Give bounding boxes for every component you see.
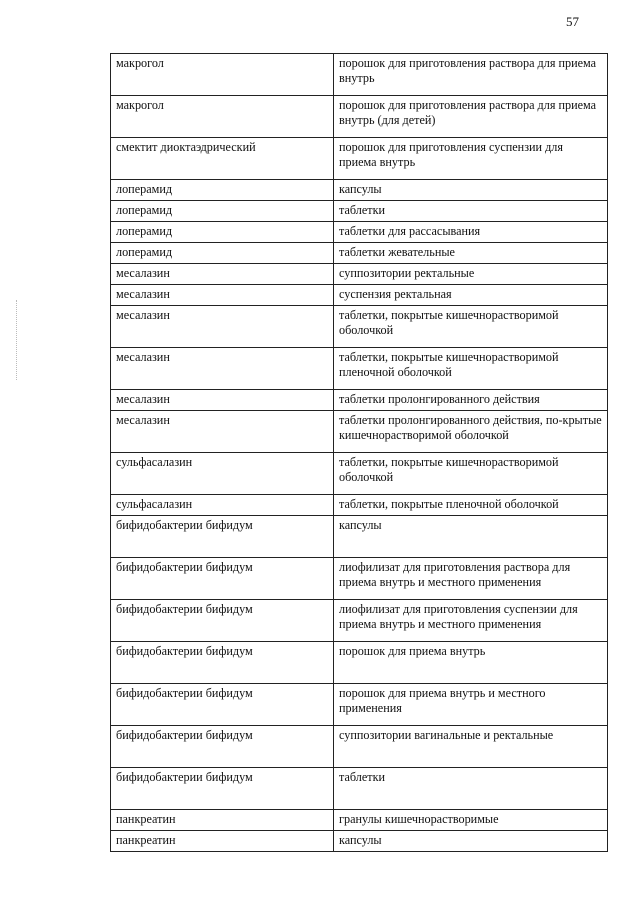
dosage-form-cell: гранулы кишечнорастворимые [334,810,608,831]
table-row [111,600,608,642]
dosage-form-cell: суппозитории ректальные [334,264,608,285]
table-row [111,810,608,831]
drug-name-cell: месалазин [111,390,334,411]
drug-name-cell: сульфасалазин [111,453,334,495]
dosage-form-cell: капсулы [334,180,608,201]
dosage-form-cell: порошок для приема внутрь и местного применения [334,684,608,726]
table-row [111,390,608,411]
table-row [111,201,608,222]
drug-name-cell: бифидобактерии бифидум [111,684,334,726]
drug-name-cell: месалазин [111,306,334,348]
drug-name-cell: месалазин [111,348,334,390]
dosage-form-cell: таблетки, покрытые кишечнорастворимой пленочной оболочкой [334,348,608,390]
table-row [111,54,608,96]
scan-artifact [16,300,19,380]
dosage-form-cell: таблетки для рассасывания [334,222,608,243]
dosage-form-cell: порошок для приема внутрь [334,642,608,684]
drug-name-cell: сульфасалазин [111,495,334,516]
drug-name-cell: месалазин [111,411,334,453]
table-row [111,306,608,348]
drug-table [110,53,608,852]
dosage-form-cell: таблетки [334,768,608,810]
dosage-form-cell: суспензия ректальная [334,285,608,306]
drug-name-cell: лоперамид [111,243,334,264]
drug-name-cell: лоперамид [111,180,334,201]
drug-name-cell: лоперамид [111,222,334,243]
drug-name-cell: месалазин [111,264,334,285]
dosage-form-cell: таблетки пролонгированного действия, по-крытые кишечнорастворимой оболочкой [334,411,608,453]
drug-name-cell: макрогол [111,96,334,138]
dosage-form-cell: таблетки пролонгированного действия [334,390,608,411]
table-row [111,348,608,390]
dosage-form-cell: порошок для приготовления раствора для приема внутрь (для детей) [334,96,608,138]
dosage-form-cell: лиофилизат для приготовления суспензии для приема внутрь и местного применения [334,600,608,642]
table-row [111,138,608,180]
dosage-form-cell: таблетки [334,201,608,222]
table-row [111,642,608,684]
drug-name-cell: бифидобактерии бифидум [111,516,334,558]
dosage-form-cell: суппозитории вагинальные и ректальные [334,726,608,768]
table-row [111,264,608,285]
table-row [111,558,608,600]
drug-name-cell: месалазин [111,285,334,306]
dosage-form-cell: лиофилизат для приготовления раствора для приема внутрь и местного применения [334,558,608,600]
drug-name-cell: панкреатин [111,810,334,831]
table-row [111,768,608,810]
table-row [111,96,608,138]
table-row [111,684,608,726]
drug-name-cell: макрогол [111,54,334,96]
drug-name-cell: смектит диоктаэдрический [111,138,334,180]
drug-table-body [111,54,608,852]
dosage-form-cell: таблетки жевательные [334,243,608,264]
table-row [111,726,608,768]
dosage-form-cell: таблетки, покрытые пленочной оболочкой [334,495,608,516]
dosage-form-cell: таблетки, покрытые кишечнорастворимой оболочкой [334,306,608,348]
table-row [111,831,608,852]
table-row [111,516,608,558]
drug-name-cell: бифидобактерии бифидум [111,642,334,684]
drug-name-cell: лоперамид [111,201,334,222]
page-number: 57 [566,14,579,29]
dosage-form-cell: капсулы [334,831,608,852]
table-row [111,453,608,495]
dosage-form-cell: порошок для приготовления раствора для приема внутрь [334,54,608,96]
table-row [111,243,608,264]
dosage-form-cell: порошок для приготовления суспензии для приема внутрь [334,138,608,180]
drug-name-cell: бифидобактерии бифидум [111,726,334,768]
table-row [111,285,608,306]
table-row [111,411,608,453]
dosage-form-cell: таблетки, покрытые кишечнорастворимой оболочкой [334,453,608,495]
dosage-form-cell: капсулы [334,516,608,558]
drug-name-cell: бифидобактерии бифидум [111,600,334,642]
table-row [111,180,608,201]
drug-name-cell: панкреатин [111,831,334,852]
drug-name-cell: бифидобактерии бифидум [111,768,334,810]
table-row [111,495,608,516]
drug-name-cell: бифидобактерии бифидум [111,558,334,600]
table-row [111,222,608,243]
